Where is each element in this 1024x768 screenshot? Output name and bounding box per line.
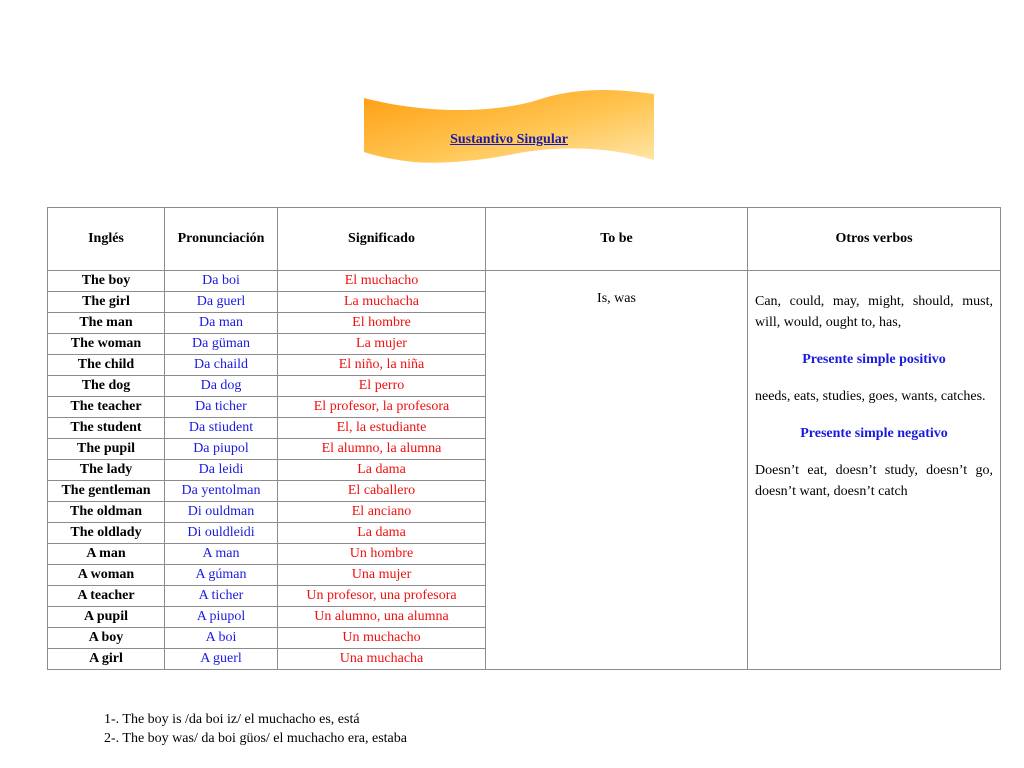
pronunciation-cell: Da güman	[165, 334, 278, 355]
pronunciation-cell: Da piupol	[165, 439, 278, 460]
otros-verbos-cell	[748, 271, 1001, 670]
english-cell: The man	[48, 313, 165, 334]
pronunciation-cell: A man	[165, 544, 278, 565]
english-cell: The girl	[48, 292, 165, 313]
english-cell: A pupil	[48, 607, 165, 628]
pronunciation-cell: A piupol	[165, 607, 278, 628]
pronunciation-cell: Da leidi	[165, 460, 278, 481]
modal-verbs-text: Can, could, may, might, should, must, will, would, ought to, has,	[755, 294, 993, 330]
meaning-cell: El perro	[278, 376, 486, 397]
pronunciation-cell: Da ticher	[165, 397, 278, 418]
english-cell: The pupil	[48, 439, 165, 460]
meaning-cell: El niño, la niña	[278, 355, 486, 376]
english-cell: A girl	[48, 649, 165, 670]
negative-verbs-text: Doesn’t eat, doesn’t study, doesn’t go, doesn’t want, doesn’t catch	[755, 463, 993, 499]
english-cell: The oldman	[48, 502, 165, 523]
example-line: 2-. The boy was/ da boi güos/ el muchacho era, estaba	[104, 731, 407, 746]
meaning-cell: La dama	[278, 460, 486, 481]
meaning-cell: El, la estudiante	[278, 418, 486, 439]
english-cell: The woman	[48, 334, 165, 355]
title-banner	[364, 88, 654, 164]
meaning-cell: Un muchacho	[278, 628, 486, 649]
meaning-cell: El hombre	[278, 313, 486, 334]
english-cell: A boy	[48, 628, 165, 649]
english-cell: The oldlady	[48, 523, 165, 544]
english-cell: The boy	[48, 271, 165, 292]
meaning-cell: El profesor, la profesora	[278, 397, 486, 418]
pronunciation-cell: Da chaild	[165, 355, 278, 376]
pronunciation-cell: Da dog	[165, 376, 278, 397]
header-pronunciacion: Pronunciación	[165, 208, 278, 271]
table-row	[48, 271, 1001, 292]
header-ingles: Inglés	[48, 208, 165, 271]
english-cell: The dog	[48, 376, 165, 397]
meaning-cell: Un hombre	[278, 544, 486, 565]
meaning-cell: Un profesor, una profesora	[278, 586, 486, 607]
meaning-cell: Un alumno, una alumna	[278, 607, 486, 628]
meaning-cell: El alumno, la alumna	[278, 439, 486, 460]
meaning-cell: La mujer	[278, 334, 486, 355]
meaning-cell: El caballero	[278, 481, 486, 502]
pronunciation-cell: Da guerl	[165, 292, 278, 313]
example-line: 1-. The boy is /da boi iz/ el muchacho es, está	[104, 712, 360, 727]
wave-banner-shape	[364, 88, 654, 164]
header-significado: Significado	[278, 208, 486, 271]
header-otros-verbos: Otros verbos	[748, 208, 1001, 271]
english-cell: The child	[48, 355, 165, 376]
pronunciation-cell: Di ouldman	[165, 502, 278, 523]
pronunciation-cell: Di ouldleidi	[165, 523, 278, 544]
pronunciation-cell: Da boi	[165, 271, 278, 292]
pronunciation-cell: A gúman	[165, 565, 278, 586]
english-cell: The student	[48, 418, 165, 439]
example-sentences	[104, 710, 407, 748]
meaning-cell: La muchacha	[278, 292, 486, 313]
header-to-be: To be	[486, 208, 748, 271]
vocabulary-table	[47, 207, 1001, 670]
english-cell: A man	[48, 544, 165, 565]
english-cell: A woman	[48, 565, 165, 586]
english-cell: The lady	[48, 460, 165, 481]
english-cell: A teacher	[48, 586, 165, 607]
positive-heading: Presente simple positivo	[802, 352, 946, 367]
pronunciation-cell: A boi	[165, 628, 278, 649]
meaning-cell: La dama	[278, 523, 486, 544]
table-header-row	[48, 208, 1001, 271]
pronunciation-cell: Da stiudent	[165, 418, 278, 439]
meaning-cell: El muchacho	[278, 271, 486, 292]
pronunciation-cell: Da yentolman	[165, 481, 278, 502]
to-be-cell: Is, was	[486, 271, 748, 670]
positive-verbs-text: needs, eats, studies, goes, wants, catches.	[755, 389, 986, 404]
meaning-cell: Una muchacha	[278, 649, 486, 670]
english-cell: The teacher	[48, 397, 165, 418]
meaning-cell: Una mujer	[278, 565, 486, 586]
pronunciation-cell: A ticher	[165, 586, 278, 607]
pronunciation-cell: A guerl	[165, 649, 278, 670]
pronunciation-cell: Da man	[165, 313, 278, 334]
meaning-cell: El anciano	[278, 502, 486, 523]
banner-title-link[interactable]: Sustantivo Singular	[450, 132, 568, 147]
english-cell: The gentleman	[48, 481, 165, 502]
negative-heading: Presente simple negativo	[800, 426, 948, 441]
